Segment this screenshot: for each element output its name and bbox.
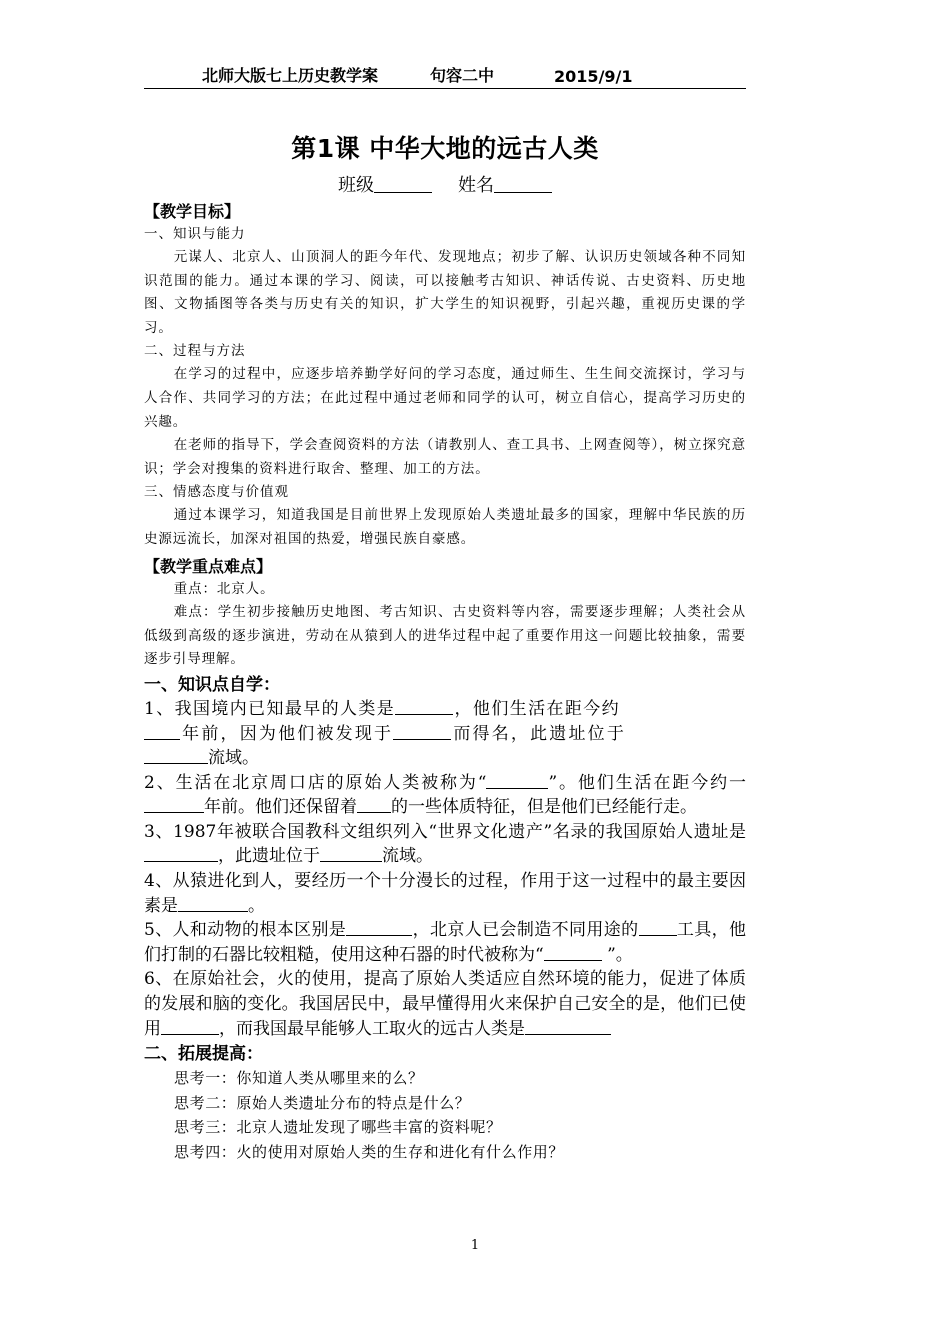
think-4: 思考四：火的使用对原始人类的生存和进化有什么作用？: [174, 1143, 565, 1161]
header-book: 北师大版七上历史教学案: [202, 66, 379, 85]
header-date: 2015/9/1: [554, 67, 633, 86]
class-label: 班级: [338, 175, 374, 196]
answer-blank[interactable]: [144, 846, 218, 862]
keypoints-focus: 重点：北京人。: [173, 580, 275, 597]
objectives-p3: 在老师的指导下，学会查阅资料的方法（请教别人、查工具书、上网查阅等），树立探究意识；学会对搜集的资料进行取舍、整理、加工的方法。: [144, 437, 746, 477]
keypoints-heading: 【教学重点难点】: [144, 556, 273, 576]
answer-blank[interactable]: [357, 797, 391, 813]
document-page: [144, 62, 746, 1165]
part1-heading: 一、知识点自学：: [144, 674, 280, 695]
header-school: 句容二中: [430, 66, 495, 85]
objectives-p2: 在学习的过程中，应逐步培养勤学好问的学习态度，通过师生、生生间交流探讨，学习与人合作、共同学习的方法；在此过程中通过老师和同学的认可，树立自信心，提高学习历史的兴趣。: [144, 366, 746, 430]
name-label: 姓名: [458, 175, 494, 196]
part2-heading: 二、拓展提高：: [144, 1044, 263, 1065]
name-blank[interactable]: [494, 174, 552, 193]
objectives-heading: 【教学目标】: [144, 202, 241, 221]
objectives-p1: 元谋人、北京人、山顶洞人的距今年代、发现地点；初步了解、认识历史领域各种不同知识范围的能力。通过本课的学习、阅读，可以接触考古知识、神话传说、古史资料、历史地图、文物插图等各类与历史有关的知识，扩大学生的知识视野，引起兴趣，重视历史课的学习。: [144, 249, 746, 336]
answer-blank[interactable]: [161, 1019, 219, 1035]
think-1: 思考一：你知道人类从哪里来的么？: [174, 1069, 424, 1088]
answer-blank[interactable]: [544, 945, 602, 961]
answer-blank[interactable]: [395, 699, 453, 715]
answer-blank[interactable]: [144, 797, 204, 813]
objectives-sub2: 二、过程与方法: [144, 343, 246, 360]
objectives-sub3: 三、情感态度与价值观: [144, 484, 289, 501]
question-2: 2、生活在北京周口店的原始人类被称为“ ”。他们生活在距今约一年前。他们还保留着 的一些体质特征，但是他们已经能行走。: [144, 772, 746, 818]
answer-blank[interactable]: [144, 724, 180, 740]
answer-blank[interactable]: [346, 920, 412, 936]
answer-blank[interactable]: [320, 846, 382, 862]
page-number: 1: [470, 1238, 480, 1253]
question-6: 6、在原始社会，火的使用，提高了原始人类适应自然环境的能力，促进了体质的发展和脑的变化。我国居民中，最早懂得用火来保护自己安全的是，他们已使用 ，而我国最早能够人工取火的远古人类是: [144, 969, 746, 1039]
question-4: 4、从猿进化到人，要经历一个十分漫长的过程，作用于这一过程中的最主要因素是 。: [144, 871, 746, 916]
answer-blank[interactable]: [393, 724, 451, 740]
keypoints-difficulty: 难点：学生初步接触历史地图、考古知识、古史资料等内容，需要逐步理解；人类社会从低级到高级的逐步演进，劳动在从猿到人的进华过程中起了重要作用这一问题比较抽象，需要逐步引导理解。: [144, 604, 746, 668]
page-header: [144, 62, 746, 89]
answer-blank[interactable]: [486, 773, 548, 789]
question-5: 5、人和动物的根本区别是 ，北京人已会制造不同用途的 工具，他们打制的石器比较粗糙，使用这种石器的时代被称为“ ”。: [144, 920, 747, 965]
objectives-p4: 通过本课学习，知道我国是目前世界上发现原始人类遗址最多的国家，理解中华民族的历史源远流长，加深对祖国的热爱，增强民族自豪感。: [144, 507, 746, 547]
answer-blank[interactable]: [144, 748, 208, 764]
think-2: 思考二：原始人类遗址分布的特点是什么？: [174, 1093, 471, 1112]
think-3: 思考三：北京人遗址发现了哪些丰富的资料呢？: [174, 1118, 502, 1137]
class-name-line: [144, 171, 746, 197]
lesson-title: 第1课 中华大地的远古人类: [291, 134, 599, 163]
answer-blank[interactable]: [639, 920, 677, 936]
objectives-sub1: 一、知识与能力: [144, 226, 246, 242]
answer-blank[interactable]: [525, 1019, 611, 1035]
question-1: 1、我国境内已知最早的人类是 ，他们生活在距今约年前，因为他们被发现于 而得名，此遗址位于流域。: [144, 698, 627, 769]
question-3: 3、1987年被联合国教科文组织列入“世界文化遗产”名录的我国原始人遗址是，此遗址位于 流域。: [144, 821, 746, 867]
answer-blank[interactable]: [178, 896, 248, 912]
class-blank[interactable]: [374, 174, 432, 193]
